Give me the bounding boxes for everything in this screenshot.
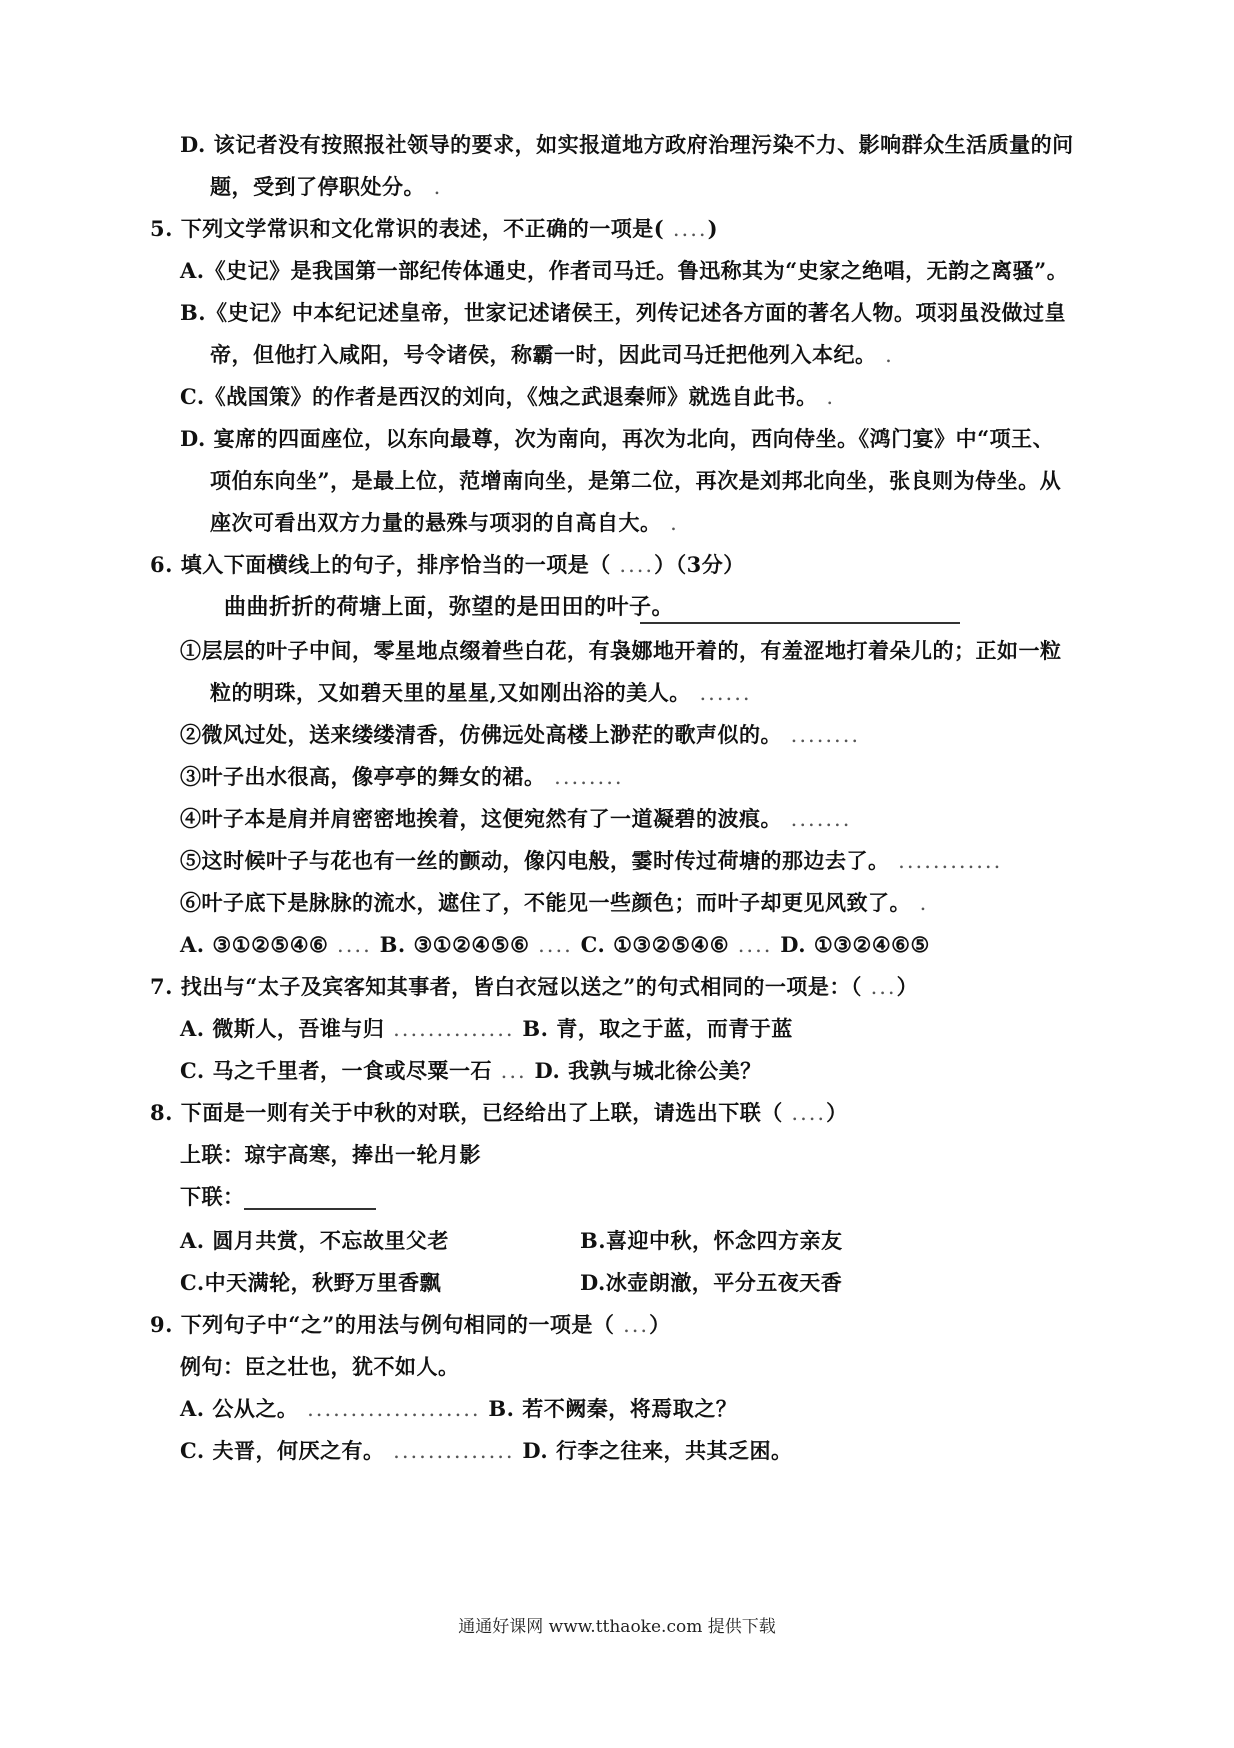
q6-option-d: D. ①③②④⑥⑤ bbox=[780, 932, 930, 957]
q5-option-d-line3: 座次可看出双方力量的悬殊与项羽的自高自大。 . bbox=[210, 510, 679, 535]
q9-option-c: C. 夫晋，何厌之有。 bbox=[180, 1438, 385, 1463]
q7-stem: 7. 找出与“太子及宾客知其事者，皆白衣冠以送之”的句式相同的一项是：（ ...） bbox=[150, 974, 919, 999]
q6-answer-blank bbox=[640, 622, 960, 624]
q8-lower-couplet-blank bbox=[244, 1208, 376, 1210]
q8-stem: 8. 下面是一则有关于中秋的对联，已经给出了上联，请选出下联（ ....） bbox=[150, 1100, 848, 1125]
q7-option-b: B. 青，取之于蓝，而青于蓝 bbox=[522, 1016, 793, 1041]
q6-option-b: B. ③①②④⑤⑥ bbox=[379, 932, 530, 957]
q4-option-d-line2: 题，受到了停职处分。 . bbox=[210, 174, 443, 199]
q5-option-d-line1: D. 宴席的四面座位，以东向最尊，次为南向，再次为北向，西向侍坐。《鸿门宴》中“项王、 bbox=[180, 426, 1055, 451]
q6-sentence-1-line2: 粒的明珠，又如碧天里的星星,又如刚出浴的美人。 ...... bbox=[210, 680, 752, 705]
q6-sentence-4: ④叶子本是肩并肩密密地挨着，这便宛然有了一道凝碧的波痕。 ....... bbox=[180, 806, 852, 831]
q6-sentence-6: ⑥叶子底下是脉脉的流水，遮住了，不能见一些颜色；而叶子却更见风致了。 . bbox=[180, 890, 929, 915]
q8-option-d: D.冰壶朗澈，平分五夜天香 bbox=[580, 1270, 843, 1295]
q9-options-row1: A. 公从之。 .................... B. 若不阙秦，将焉取之？ bbox=[180, 1396, 738, 1421]
q8-option-c: C.中天满轮，秋野万里香飘 bbox=[180, 1270, 442, 1295]
q7-option-a: A. 微斯人，吾谁与归 bbox=[180, 1016, 385, 1041]
q9-option-d: D. 行李之往来，共其乏困。 bbox=[522, 1438, 793, 1463]
q9-example: 例句：臣之壮也，犹不如人。 bbox=[180, 1354, 460, 1379]
q6-options: A. ③①②⑤④⑥ .... B. ③①②④⑤⑥ .... C. ①③②⑤④⑥ .... D. ①③②④⑥⑤ bbox=[180, 932, 930, 957]
q6-given-sentence: 曲曲折折的荷塘上面，弥望的是田田的叶子。 bbox=[224, 594, 675, 620]
q6-sentence-5: ⑤这时候叶子与花也有一丝的颤动，像闪电般，霎时传过荷塘的那边去了。 ............ bbox=[180, 848, 1003, 873]
q7-option-d: D. 我孰与城北徐公美？ bbox=[534, 1058, 762, 1083]
q7-option-c: C. 马之千里者，一食或尽粟一石 bbox=[180, 1058, 492, 1083]
q6-sentence-3: ③叶子出水很高，像亭亭的舞女的裙。 ........ bbox=[180, 764, 624, 789]
q8-option-a: A. 圆月共赏，不忘故里父老 bbox=[180, 1228, 449, 1253]
q8-option-b: B.喜迎中秋，怀念四方亲友 bbox=[580, 1228, 843, 1253]
q6-sentence-2: ②微风过处，送来缕缕清香，仿佛远处高楼上渺茫的歌声似的。 ........ bbox=[180, 722, 861, 747]
page-footer: 通通好课网 www.tthaoke.com 提供下载 bbox=[458, 1617, 776, 1637]
q8-lower-couplet-label: 下联： bbox=[180, 1184, 245, 1209]
q5-option-b-line2: 帝，但他打入咸阳，号令诸侯，称霸一时，因此司马迁把他列入本纪。 . bbox=[210, 342, 894, 367]
q5-option-b-line1: B.《史记》中本纪记述皇帝，世家记述诸侯王，列传记述各方面的著名人物。项羽虽没做过皇 bbox=[180, 300, 1067, 325]
q7-options-row1: A. 微斯人，吾谁与归 .............. B. 青，取之于蓝，而青于蓝 bbox=[180, 1016, 793, 1041]
q9-options-row2: C. 夫晋，何厌之有。 .............. D. 行李之往来，共其乏困。 bbox=[180, 1438, 793, 1463]
q5-option-c: C.《战国策》的作者是西汉的刘向，《烛之武退秦师》就选自此书。 . bbox=[180, 384, 836, 409]
q9-option-b: B. 若不阙秦，将焉取之？ bbox=[488, 1396, 738, 1421]
q4-option-d-line1: D. 该记者没有按照报社领导的要求，如实报道地方政府治理污染不力、影响群众生活质量的问 bbox=[180, 132, 1074, 157]
q9-stem: 9. 下列句子中“之”的用法与例句相同的一项是（ ...） bbox=[150, 1312, 671, 1337]
q6-sentence-1-line1: ①层层的叶子中间，零星地点缀着些白花，有袅娜地开着的，有羞涩地打着朵儿的；正如一粒 bbox=[180, 638, 1062, 663]
q8-upper-couplet: 上联：琼宇高寒，捧出一轮月影 bbox=[180, 1142, 481, 1167]
q9-option-a: A. 公从之。 bbox=[180, 1396, 299, 1421]
q6-option-a: A. ③①②⑤④⑥ bbox=[180, 932, 329, 957]
q5-stem: 5. 下列文学常识和文化常识的表述，不正确的一项是( ....) bbox=[150, 216, 718, 241]
q6-stem: 6. 填入下面横线上的句子，排序恰当的一项是（ ....）（3分） bbox=[150, 552, 745, 577]
q5-option-d-line2: 项伯东向坐”，是最上位，范增南向坐，是第二位，再次是刘邦北向坐，张良则为侍坐。从 bbox=[210, 468, 1062, 493]
q5-option-a: A.《史记》是我国第一部纪传体通史，作者司马迁。鲁迅称其为“史家之绝唱，无韵之离骚”。 bbox=[180, 258, 1069, 283]
q6-option-c: C. ①③②⑤④⑥ bbox=[580, 932, 730, 957]
q7-options-row2: C. 马之千里者，一食或尽粟一石 ... D. 我孰与城北徐公美？ bbox=[180, 1058, 762, 1083]
